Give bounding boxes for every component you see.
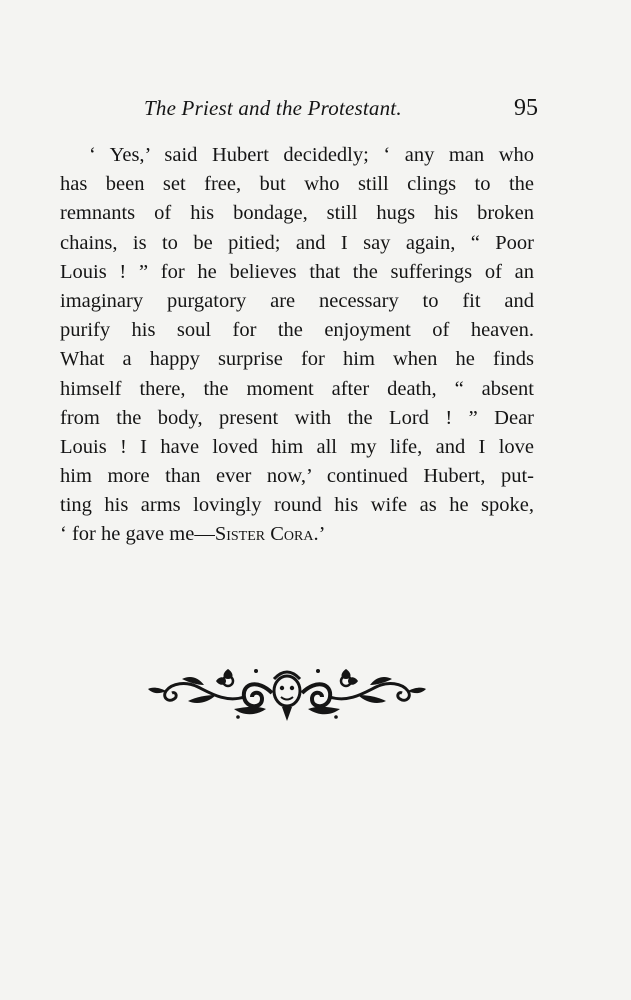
text-line: Louis ! I have loved him all my life, and I love xyxy=(60,435,534,458)
body-paragraph xyxy=(60,141,534,550)
text-line: Louis ! ” for he believes that the sufferings of an xyxy=(60,260,534,283)
last-line-prefix: ‘ for he gave me— xyxy=(60,523,215,546)
text-line: What a happy surprise for him when he finds xyxy=(60,348,534,371)
text-line: purify his soul for the enjoyment of heaven. xyxy=(60,319,534,342)
text-line: from the body, present with the Lord ! ” Dear xyxy=(60,406,534,429)
text-line: ‘ Yes,’ said Hubert decidedly; ‘ any man who xyxy=(89,144,534,166)
page-number: 95 xyxy=(514,95,538,121)
floral-tailpiece-icon xyxy=(146,657,428,727)
running-title: The Priest and the Protestant. xyxy=(144,96,402,120)
last-line-suffix: ’ xyxy=(318,523,326,546)
text-line: him more than ever now,’ continued Hubert, put- xyxy=(60,465,534,488)
text-line: ting his arms lovingly round his wife as he spoke, xyxy=(60,494,534,517)
sister-cora-name: Sister Cora. xyxy=(214,523,319,546)
text-line: himself there, the moment after death, “ absent xyxy=(60,377,534,400)
text-line: remnants of his bondage, still hugs his broken xyxy=(60,202,534,225)
text-line-last xyxy=(60,520,534,549)
text-line: has been set free, but who still clings to the xyxy=(60,173,534,196)
running-head xyxy=(60,96,538,130)
text-line: chains, is to be pitied; and I say again, “ Poor xyxy=(60,231,534,254)
text-line: imaginary purgatory are necessary to fit and xyxy=(60,289,534,312)
